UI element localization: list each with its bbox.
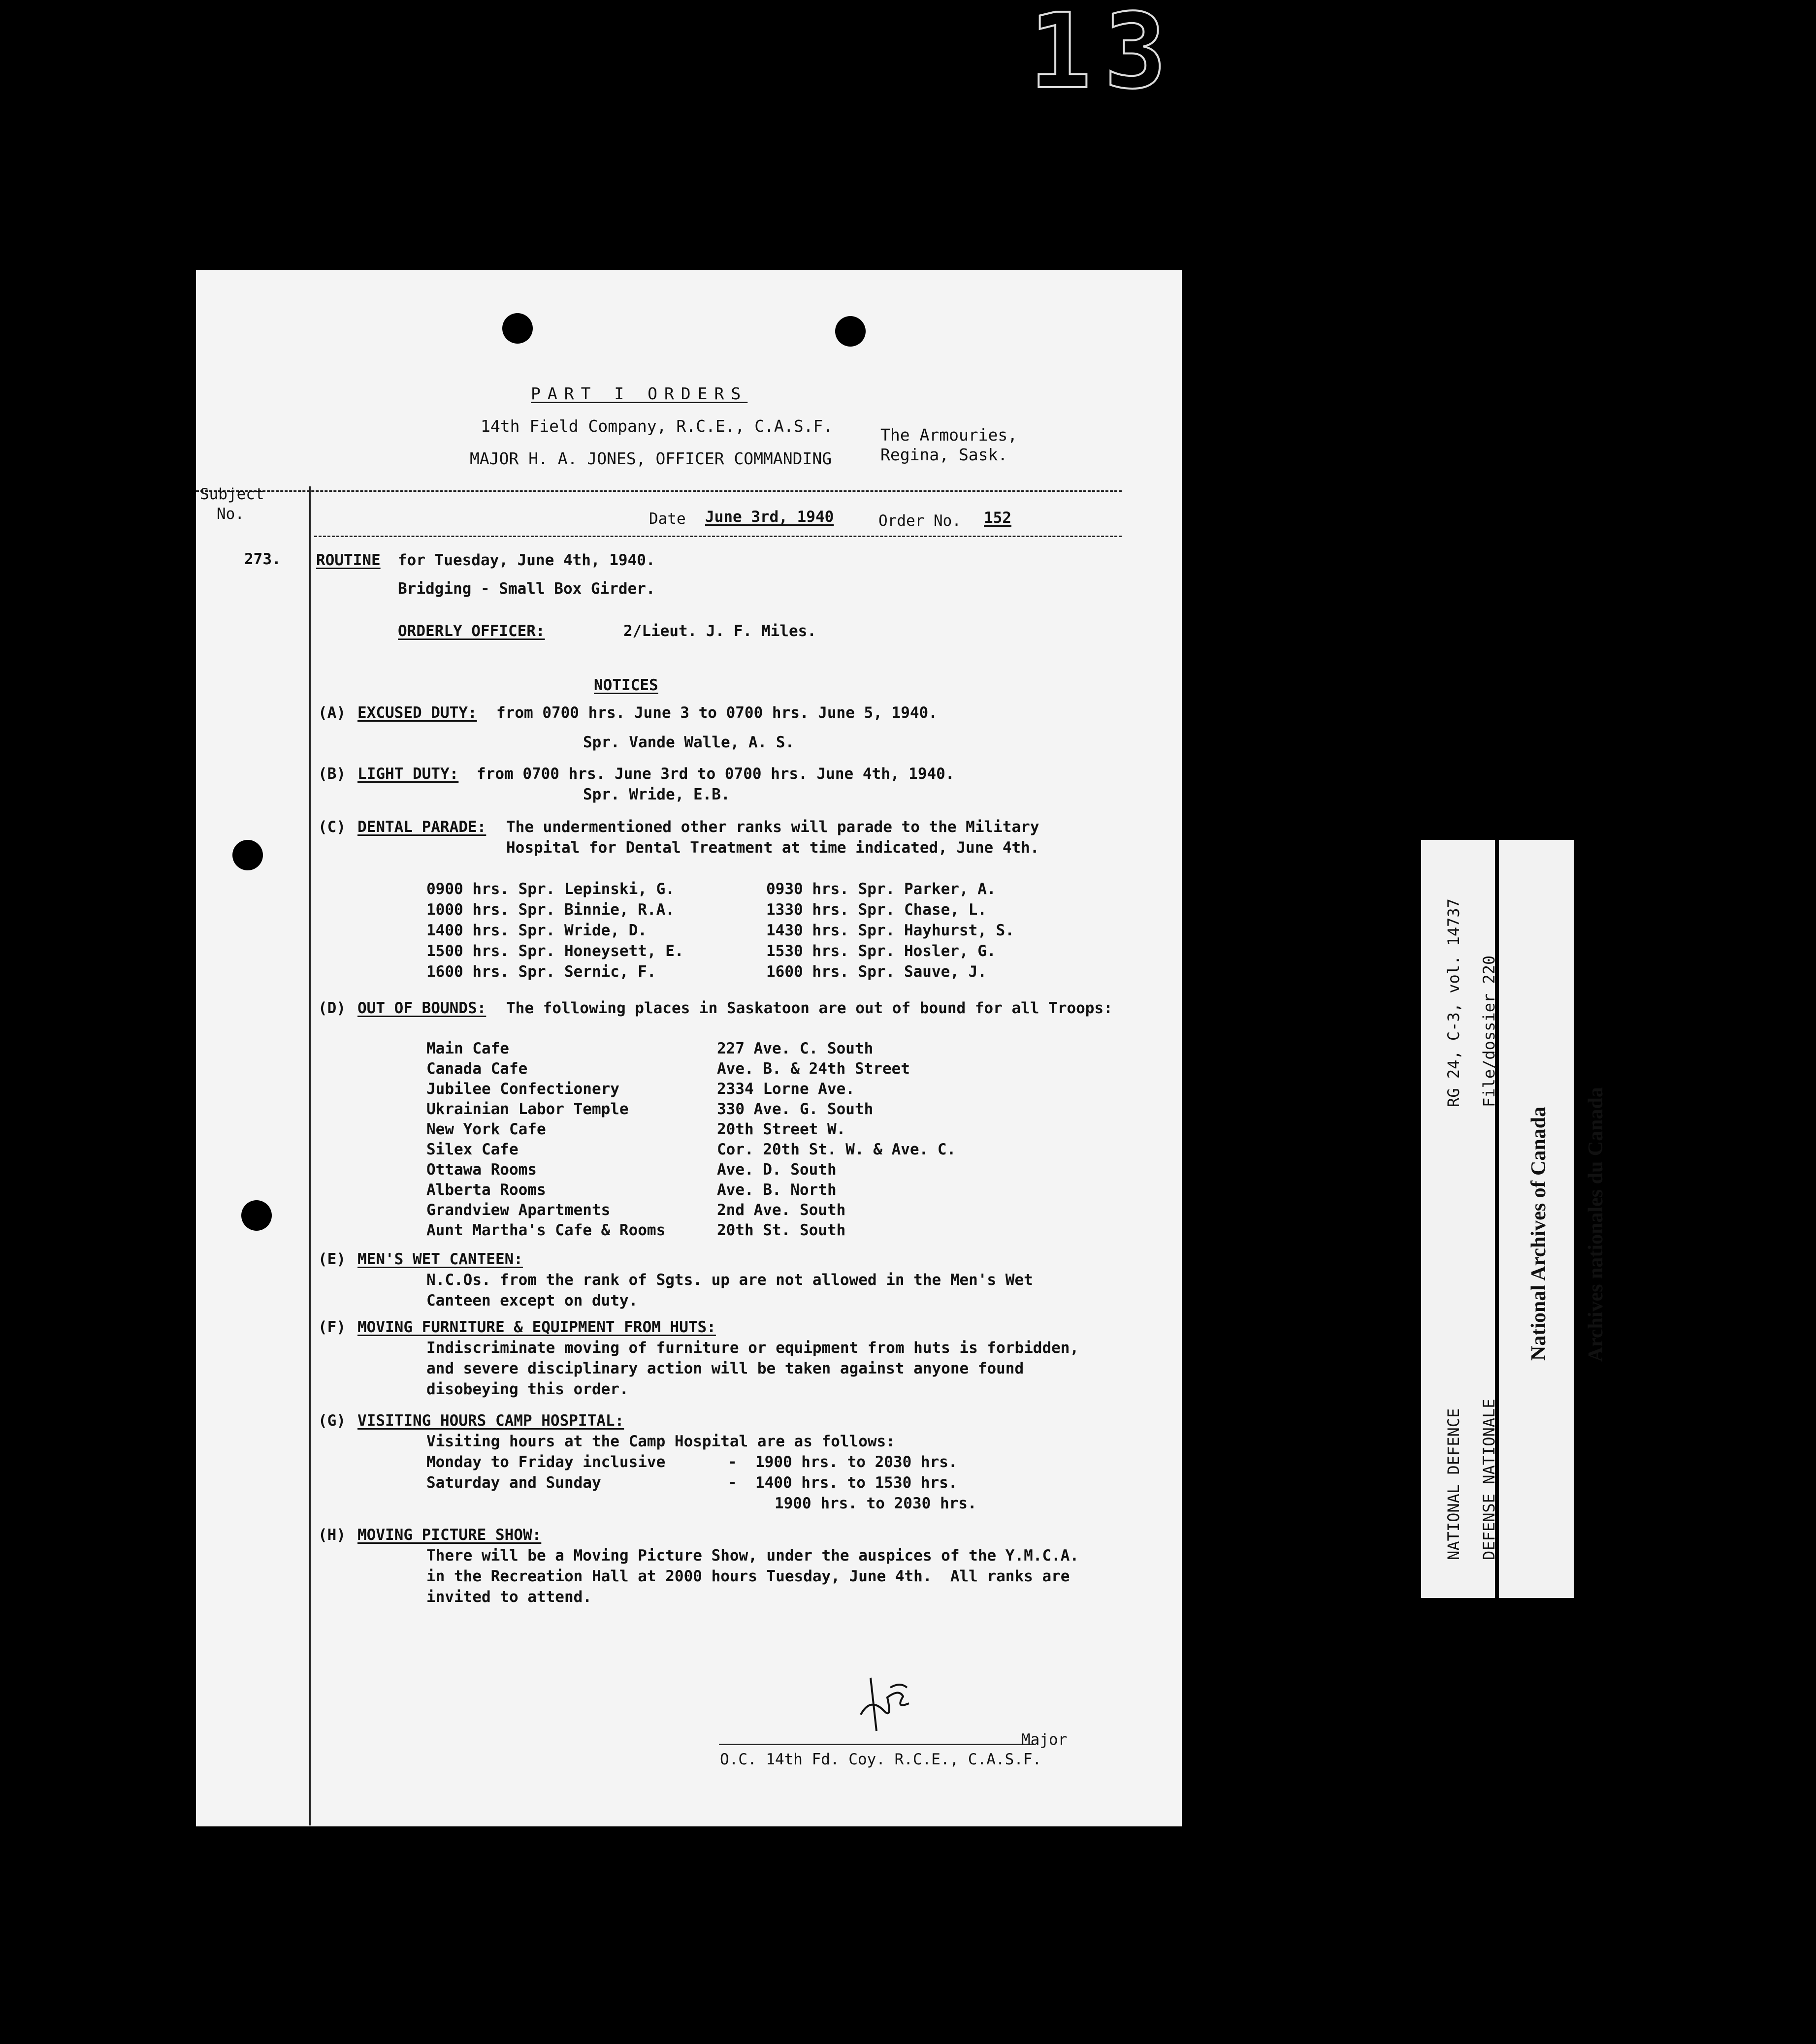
order-label: Order No. [878,512,961,530]
notice-text: from 0700 hrs. June 3rd to 0700 hrs. June 4th, 1940. [477,765,955,783]
out-of-bounds-address: 227 Ave. C. South [717,1040,874,1057]
punch-hole [835,316,866,347]
commander-line: MAJOR H. A. JONES, OFFICER COMMANDING [470,449,832,468]
out-of-bounds-place: New York Cafe [426,1120,546,1138]
notice-text: and severe disciplinary action will be taken against anyone found [426,1360,1024,1377]
out-of-bounds-place: Ukrainian Labor Temple [426,1100,629,1118]
notice-text: disobeying this order. [426,1380,629,1398]
archive-stamp [1421,840,1607,1598]
signature-title: O.C. 14th Fd. Coy. R.C.E., C.A.S.F. [720,1751,1042,1768]
out-of-bounds-address: 2nd Ave. South [717,1201,846,1219]
notice-text: in the Recreation Hall at 2000 hours Tuesday, June 4th. All ranks are [426,1567,1070,1585]
out-of-bounds-address: Ave. B. & 24th Street [717,1060,910,1078]
out-of-bounds-place: Alberta Rooms [426,1181,546,1199]
out-of-bounds-address: 20th Street W. [717,1120,846,1138]
notice-letter: (H) [318,1526,346,1544]
out-of-bounds-address: 20th St. South [717,1221,846,1239]
notice-person: Spr. Vande Walle, A. S. [583,734,795,751]
routine-activity: Bridging - Small Box Girder. [398,580,655,598]
orderly-officer-label: ORDERLY OFFICER: [398,622,545,640]
archive-name-english: National Archives of Canada [1527,1106,1550,1361]
order-document [196,270,1182,1826]
visiting-days: Saturday and Sunday [426,1474,601,1492]
out-of-bounds-address: Ave. B. North [717,1181,837,1199]
unit-name: 14th Field Company, R.C.E., C.A.S.F. [481,416,833,436]
archive-name [1496,1087,1639,1381]
notice-text: The undermentioned other ranks will parade to the Military [506,818,1039,836]
notice-letter: (A) [318,704,346,722]
appointment-entry: 0930 hrs. Spr. Parker, A. [766,880,996,898]
notice-title: OUT OF BOUNDS: [357,999,486,1017]
signature-rank: Major [1021,1731,1068,1749]
notice-person: Spr. Wride, E.B. [583,786,730,803]
routine-label: ROUTINE [316,551,381,569]
notice-title: EXCUSED DUTY: [357,704,477,722]
subject-column-divider [309,486,311,1825]
file-reference-line-2: File/dossier 220 [1480,955,1498,1107]
out-of-bounds-address: 2334 Lorne Ave. [717,1080,855,1098]
subject-number: 273. [244,550,281,568]
punch-hole [232,840,263,870]
notice-text: Visiting hours at the Camp Hospital are as follows: [426,1433,895,1450]
notice-title: MEN'S WET CANTEEN: [357,1250,523,1268]
punch-hole [502,313,533,344]
department-label [1427,1399,1516,1598]
order-value: 152 [984,509,1011,527]
appointment-entry: 1500 hrs. Spr. Honeysett, E. [426,942,684,960]
appointment-entry: 1530 hrs. Spr. Hosler, G. [766,942,996,960]
appointment-entry: 0900 hrs. Spr. Lepinski, G. [426,880,675,898]
out-of-bounds-place: Aunt Martha's Cafe & Rooms [426,1221,666,1239]
out-of-bounds-address: 330 Ave. G. South [717,1100,874,1118]
notice-title: VISITING HOURS CAMP HOSPITAL: [357,1412,624,1430]
notice-title: LIGHT DUTY: [357,765,459,783]
out-of-bounds-place: Ottawa Rooms [426,1161,537,1179]
page-title: PART I ORDERS [531,384,748,403]
location-line-2: Regina, Sask. [880,445,1008,464]
out-of-bounds-address: Ave. D. South [717,1161,837,1179]
visiting-hours: - 1900 hrs. to 2030 hrs. [728,1453,958,1471]
notice-text: Indiscriminate moving of furniture or equipment from huts is forbidden, [426,1339,1079,1357]
notice-text: invited to attend. [426,1588,592,1606]
orderly-officer-name: 2/Lieut. J. F. Miles. [623,622,816,640]
out-of-bounds-place: Main Cafe [426,1040,509,1057]
notice-letter: (E) [318,1250,346,1268]
out-of-bounds-place: Silex Cafe [426,1141,519,1158]
punch-hole [241,1200,272,1231]
header-rule [196,490,1122,492]
department-line-2: DEFENSE NATIONALE [1480,1399,1498,1560]
department-line-1: NATIONAL DEFENCE [1444,1408,1463,1560]
handwritten-signature [841,1668,930,1737]
out-of-bounds-place: Grandview Apartments [426,1201,611,1219]
routine-text: for Tuesday, June 4th, 1940. [398,551,655,569]
notice-text: N.C.Os. from the rank of Sgts. up are not allowed in the Men's Wet [426,1271,1033,1289]
frame-number: 13 [1029,0,1179,112]
notice-letter: (B) [318,765,346,783]
date-rule [314,536,1122,537]
out-of-bounds-place: Canada Cafe [426,1060,528,1078]
appointment-entry: 1330 hrs. Spr. Chase, L. [766,901,987,919]
location-line-1: The Armouries, [880,425,1018,445]
notice-text: The following places in Saskatoon are out of bound for all Troops: [506,999,1113,1017]
notice-text: from 0700 hrs. June 3 to 0700 hrs. June 5, 1940. [496,704,938,722]
notice-text: There will be a Moving Picture Show, under the auspices of the Y.M.C.A. [426,1547,1079,1565]
notice-letter: (D) [318,999,346,1017]
notice-letter: (F) [318,1318,346,1336]
archive-name-french: Archives nationales du Canada [1585,1087,1607,1362]
notice-text: Hospital for Dental Treatment at time indicated, June 4th. [506,839,1039,857]
visiting-hours: 1900 hrs. to 2030 hrs. [775,1495,977,1512]
appointment-entry: 1000 hrs. Spr. Binnie, R.A. [426,901,675,919]
notices-heading: NOTICES [594,676,658,694]
appointment-entry: 1400 hrs. Spr. Wride, D. [426,922,647,939]
out-of-bounds-place: Jubilee Confectionery [426,1080,619,1098]
notice-letter: (C) [318,818,346,836]
visiting-days: Monday to Friday inclusive [426,1453,666,1471]
signature-rule [719,1744,1034,1745]
file-reference-line-1: RG 24, C-3, vol. 14737 [1444,898,1463,1107]
notice-title: DENTAL PARADE: [357,818,486,836]
appointment-entry: 1600 hrs. Spr. Sernic, F. [426,963,656,981]
date-value: June 3rd, 1940 [705,508,834,526]
notice-title: MOVING FURNITURE & EQUIPMENT FROM HUTS: [357,1318,716,1336]
visiting-hours: - 1400 hrs. to 1530 hrs. [728,1474,958,1492]
notice-title: MOVING PICTURE SHOW: [357,1526,542,1544]
notice-text: Canteen except on duty. [426,1292,638,1309]
appointment-entry: 1430 hrs. Spr. Hayhurst, S. [766,922,1014,939]
appointment-entry: 1600 hrs. Spr. Sauve, J. [766,963,987,981]
subject-label: Subject [200,485,264,503]
subject-no-label: No. [217,505,244,523]
out-of-bounds-address: Cor. 20th St. W. & Ave. C. [717,1141,956,1158]
date-label: Date [649,510,686,528]
notice-letter: (G) [318,1412,346,1430]
